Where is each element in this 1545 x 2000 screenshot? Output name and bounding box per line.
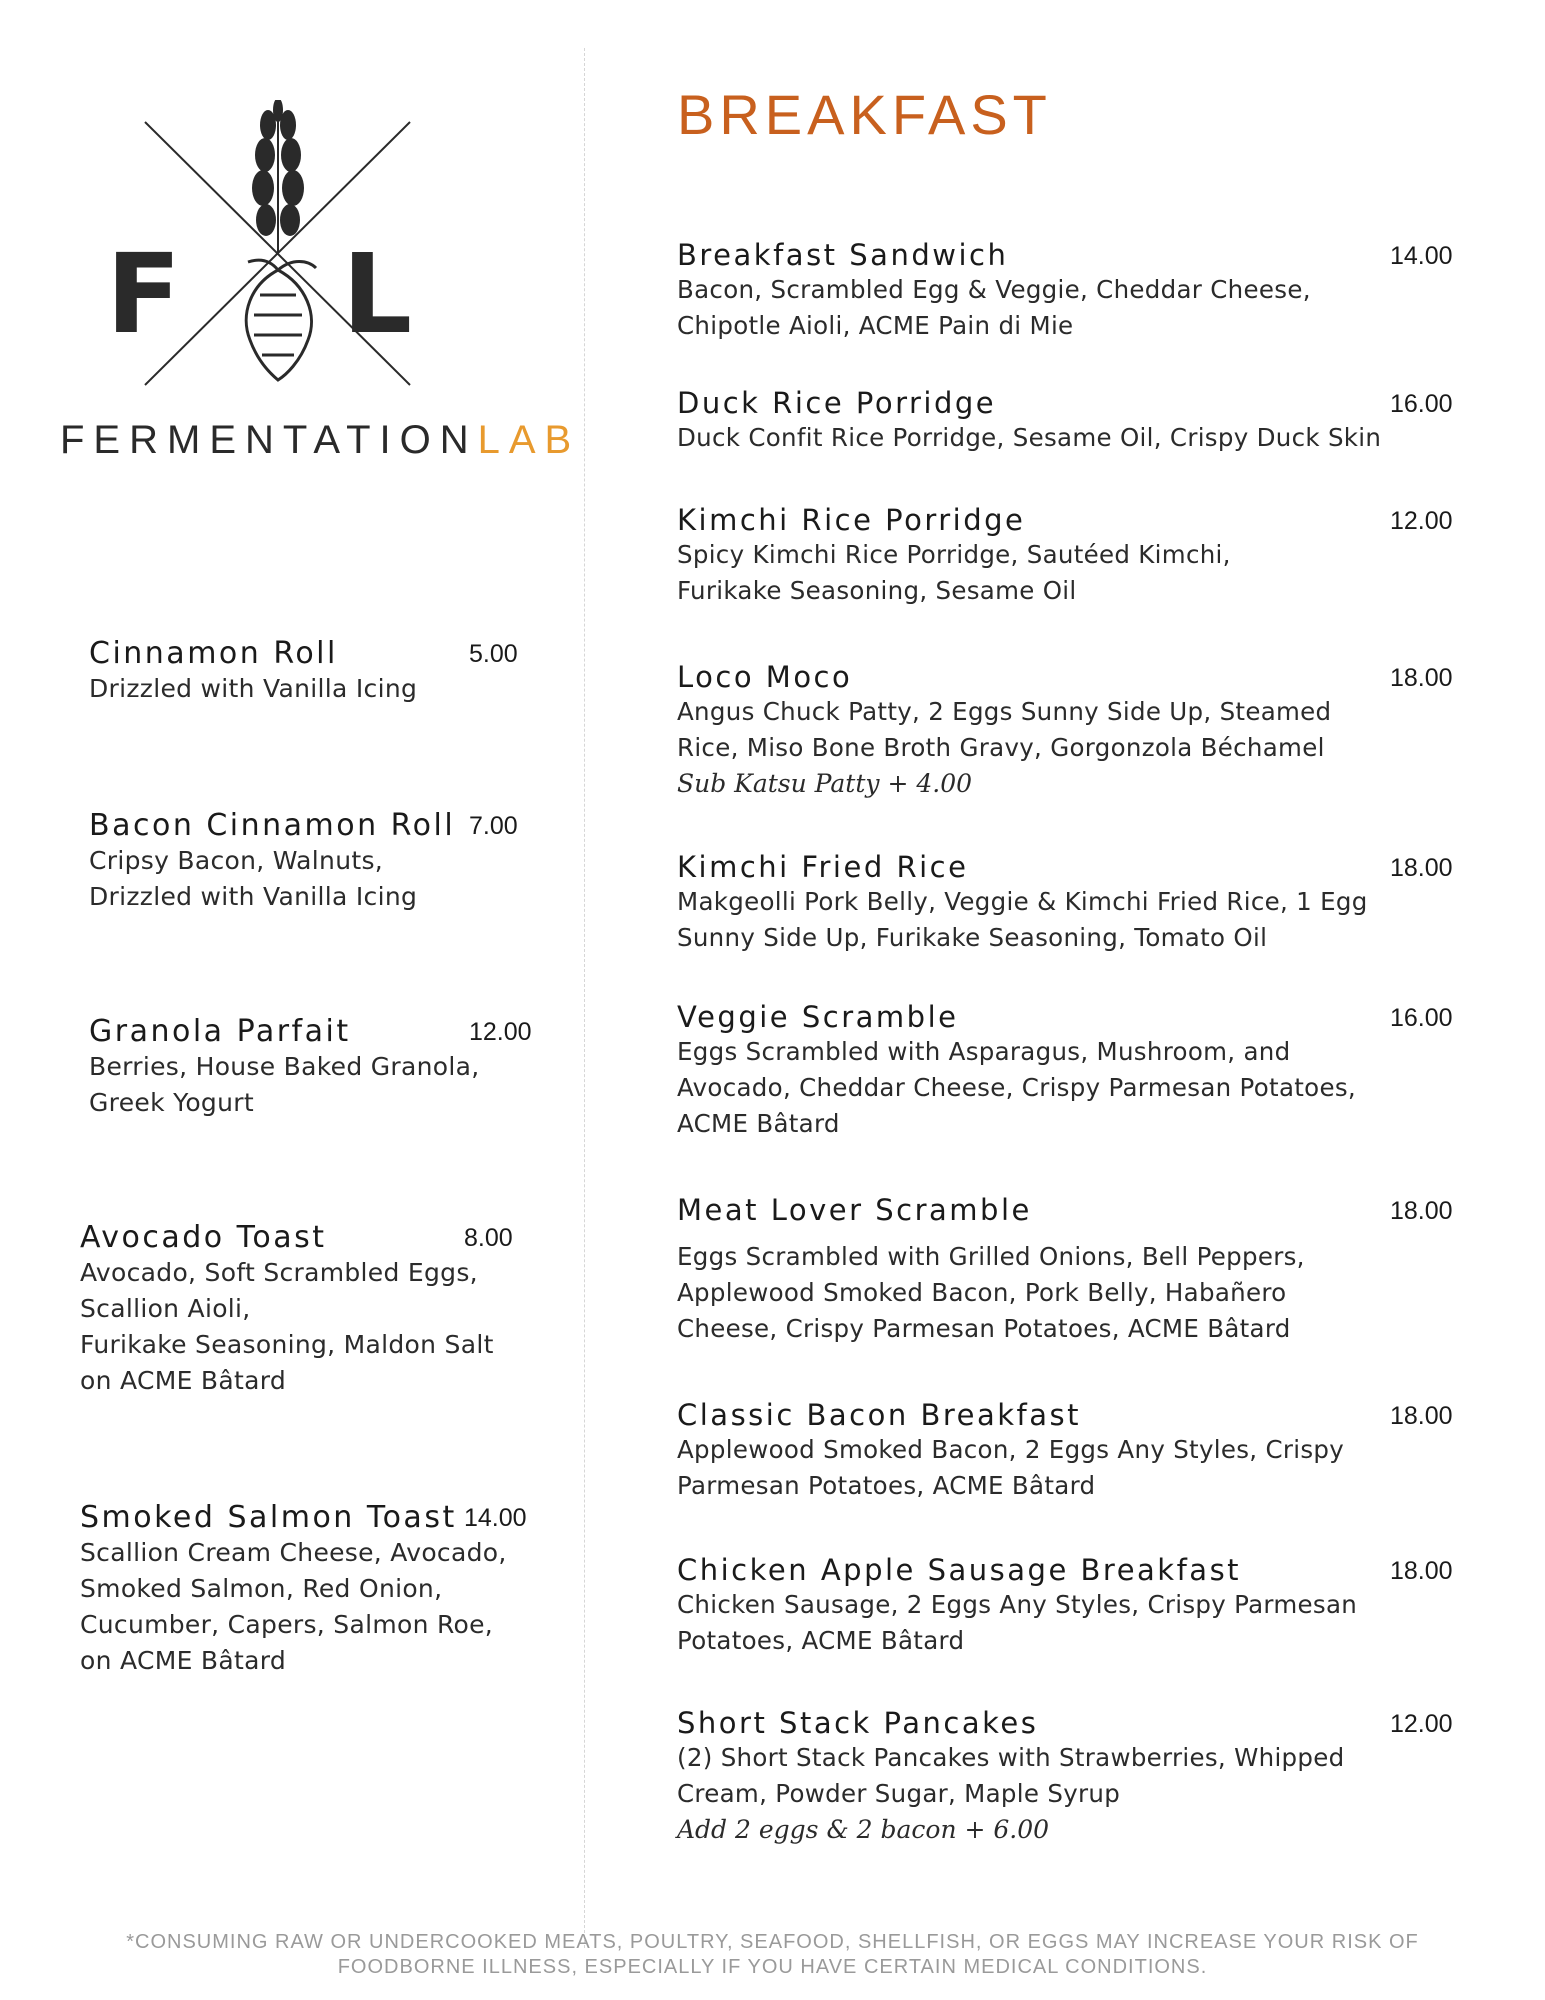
item-name: Bacon Cinnamon Roll [89,808,456,843]
item-description: Scallion Cream Cheese, Avocado, Smoked Salmon, Red Onion, Cucumber, Capers, Salmon Roe, on ACME Bâtard [80,1538,507,1675]
item-description: Spicy Kimchi Rice Porridge, Sautéed Kimchi, Furikake Seasoning, Sesame Oil [677,540,1231,605]
item-name: Duck Rice Porridge [677,386,997,420]
logo-letter-f: F [106,230,182,358]
brand-wordmark [60,418,581,463]
menu-item [677,660,1457,802]
item-description: Bacon, Scrambled Egg & Veggie, Cheddar Cheese, Chipotle Aioli, ACME Pain di Mie [677,275,1311,340]
item-description: Drizzled with Vanilla Icing [89,674,418,703]
item-price: 12.00 [469,1018,532,1046]
item-description: Applewood Smoked Bacon, 2 Eggs Any Styles, Crispy Parmesan Potatoes, ACME Bâtard [677,1435,1345,1500]
item-name: Classic Bacon Breakfast [677,1398,1082,1432]
menu-item [677,386,1457,456]
item-price: 18.00 [1390,1557,1453,1585]
item-note: Sub Katsu Patty + 4.00 [677,769,973,798]
menu-item [677,1000,1457,1142]
item-price: 16.00 [1390,1004,1453,1032]
item-price: 18.00 [1390,854,1453,882]
food-safety-disclaimer: *CONSUMING RAW OR UNDERCOOKED MEATS, POULTRY, SEAFOOD, SHELLFISH, OR EGGS MAY INCREASE YOUR RISK OF FOODBORNE ILLNESS, ESPECIALLY IF YOU HAVE CERTAIN MEDICAL CONDITIONS. [126,1931,1419,1978]
item-name: Loco Moco [677,660,853,694]
item-price: 5.00 [469,640,518,668]
item-name: Avocado Toast [80,1220,327,1255]
item-price: 18.00 [1390,1402,1453,1430]
item-description: Berries, House Baked Granola, Greek Yogurt [89,1052,480,1117]
menu-item [677,1706,1457,1848]
item-name: Breakfast Sandwich [677,238,1009,272]
menu-item [80,1500,550,1679]
menu-item [89,636,529,707]
item-name: Chicken Apple Sausage Breakfast [677,1553,1242,1587]
item-price: 18.00 [1390,1197,1453,1225]
menu-item [677,238,1457,344]
item-name: Veggie Scramble [677,1000,959,1034]
item-description: Eggs Scrambled with Grilled Onions, Bell Peppers, Applewood Smoked Bacon, Pork Belly, Habañero Cheese, Crispy Parmesan Potatoes, ACME Bâtard [677,1242,1305,1343]
item-price: 14.00 [464,1504,527,1532]
item-note: Add 2 eggs & 2 bacon + 6.00 [677,1815,1050,1844]
menu-item [677,503,1457,609]
item-name: Smoked Salmon Toast [80,1500,457,1535]
logo-letter-l: L [342,230,413,358]
item-description: Eggs Scrambled with Asparagus, Mushroom, and Avocado, Cheddar Cheese, Crispy Parmesan Potatoes, ACME Bâtard [677,1037,1356,1138]
item-name: Kimchi Fried Rice [677,850,969,884]
section-title: BREAKFAST [677,83,1052,146]
logo-mark-icon [60,100,500,420]
item-name: Cinnamon Roll [89,636,338,671]
menu-item [677,1398,1457,1504]
menu-item [677,1553,1457,1659]
item-price: 16.00 [1390,390,1453,418]
item-price: 14.00 [1390,242,1453,270]
item-name: Meat Lover Scramble [677,1193,1032,1227]
item-description: (2) Short Stack Pancakes with Strawberries, Whipped Cream, Powder Sugar, Maple Syrup [677,1743,1345,1808]
menu-item [677,1193,1457,1347]
item-price: 12.00 [1390,507,1453,535]
hop-icon [246,260,316,380]
brand-name-main: FERMENTATION [60,418,478,462]
menu-item [80,1220,540,1399]
menu-item [89,1014,532,1121]
item-name: Short Stack Pancakes [677,1706,1039,1740]
brand-logo [60,100,581,470]
item-price: 18.00 [1390,664,1453,692]
item-description: Angus Chuck Patty, 2 Eggs Sunny Side Up, Steamed Rice, Miso Bone Broth Gravy, Gorgonzola Béchamel [677,697,1332,762]
menu-item [677,850,1457,956]
wheat-icon [252,100,304,255]
item-description: Makgeolli Pork Belly, Veggie & Kimchi Fried Rice, 1 Egg Sunny Side Up, Furikake Seasoning, Tomato Oil [677,887,1368,952]
item-price: 12.00 [1390,1710,1453,1738]
item-description: Duck Confit Rice Porridge, Sesame Oil, Crispy Duck Skin [677,423,1382,452]
item-description: Chicken Sausage, 2 Eggs Any Styles, Crispy Parmesan Potatoes, ACME Bâtard [677,1590,1358,1655]
item-price: 8.00 [464,1224,513,1252]
item-description: Avocado, Soft Scrambled Eggs, Scallion Aioli, Furikake Seasoning, Maldon Salt on ACME Bâtard [80,1258,494,1395]
item-description: Cripsy Bacon, Walnuts, Drizzled with Vanilla Icing [89,846,418,911]
item-name: Granola Parfait [89,1014,351,1049]
brand-name-accent: LAB [477,418,581,462]
menu-item [89,808,529,915]
item-price: 7.00 [469,812,518,840]
item-name: Kimchi Rice Porridge [677,503,1026,537]
column-divider [584,48,585,1948]
